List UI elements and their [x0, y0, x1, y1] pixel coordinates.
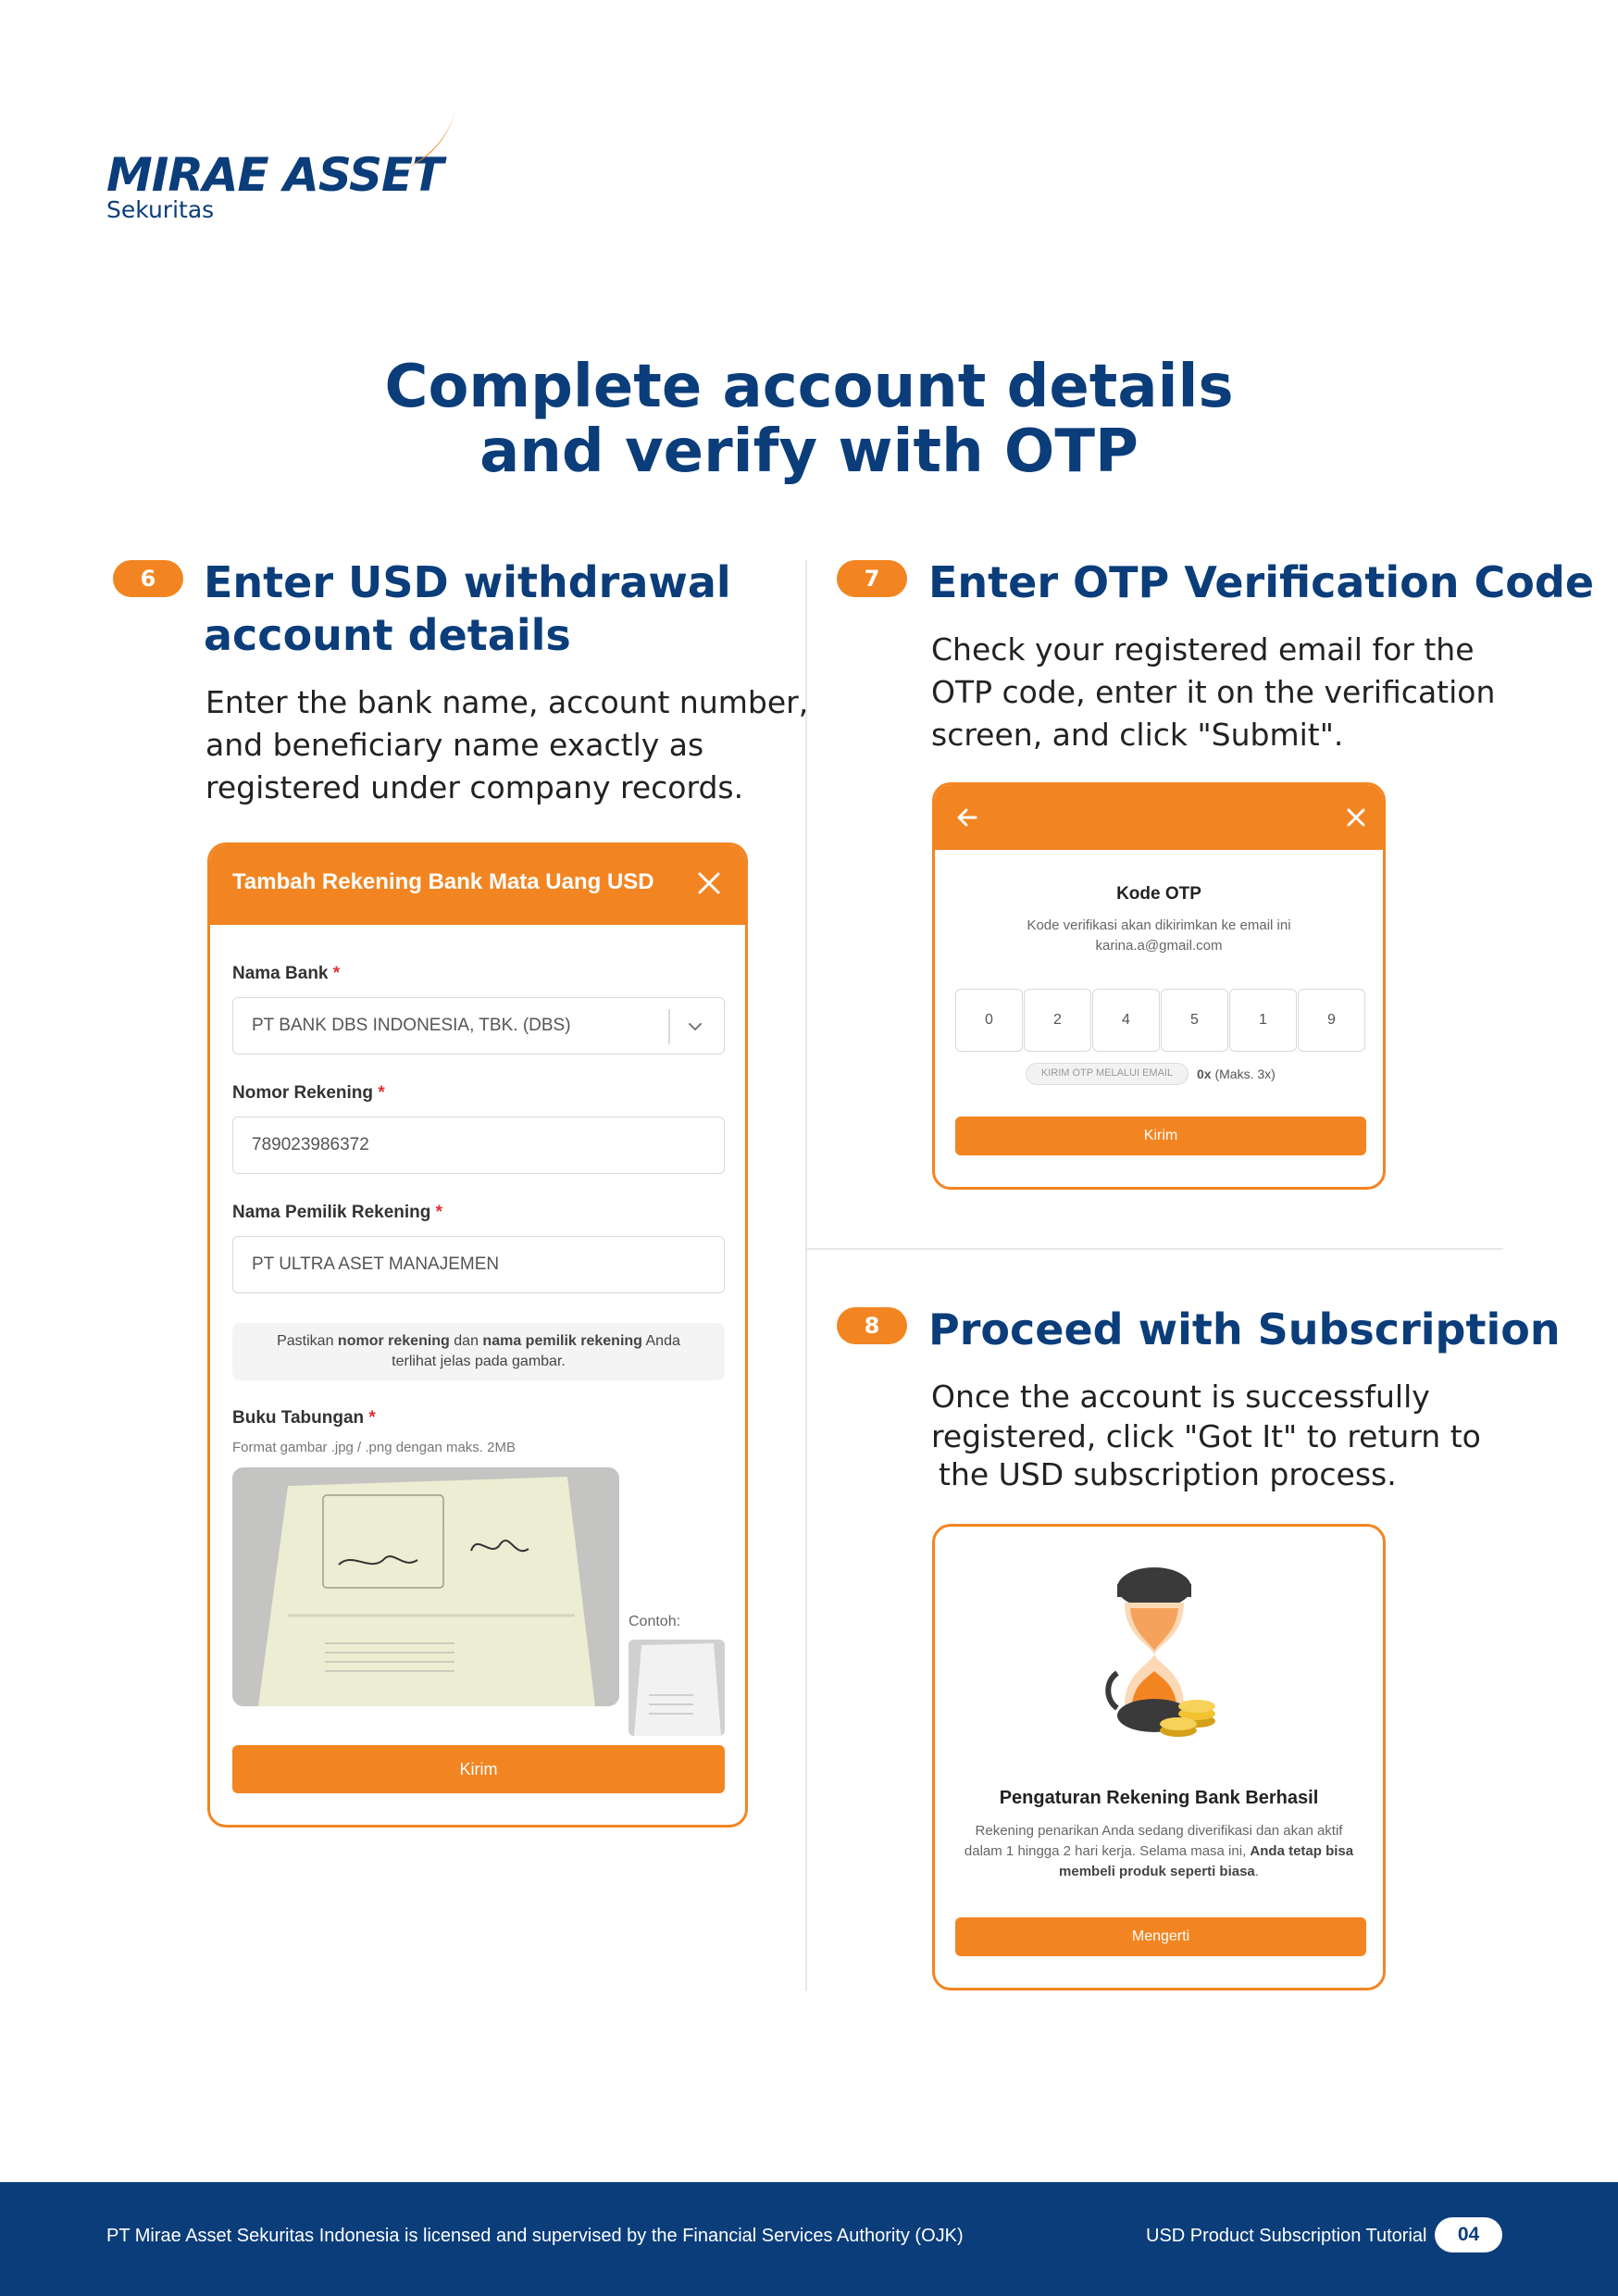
step-divider [807, 1248, 1503, 1250]
back-arrow-icon[interactable] [955, 805, 979, 830]
step-7-badge: 7 [837, 560, 907, 597]
otp-title: Kode OTP [1116, 884, 1201, 904]
page-title-line-2: and verify with OTP [479, 418, 1139, 486]
close-icon[interactable] [1346, 807, 1366, 828]
example-book-photo [629, 1640, 725, 1736]
chevron-down-icon[interactable] [687, 1020, 703, 1033]
success-line-2b: Anda tetap bisa [1250, 1843, 1354, 1859]
success-line-3-end: . [1254, 1864, 1259, 1879]
resend-otp-button[interactable]: KIRIM OTP MELALUI EMAIL [1026, 1063, 1189, 1085]
step-6-desc-line-1: Enter the bank name, account number, [205, 684, 809, 720]
savings-book-hint: Format gambar .jpg / .png dengan maks. 2MB [232, 1440, 516, 1455]
page-title-line-1: Complete account details [384, 353, 1234, 421]
otp-attempt-count: 0x [1197, 1067, 1212, 1081]
page-number: 04 [1435, 2217, 1502, 2252]
account-holder-input[interactable] [232, 1236, 725, 1293]
step-8-heading: Proceed with Subscription [928, 1304, 1561, 1354]
notice-text-3: Anda [641, 1333, 680, 1349]
success-line-3-bold: membeli produk seperti biasa [1059, 1864, 1255, 1879]
step-6-heading-line-2: account details [204, 610, 571, 660]
logo-swoosh-icon [407, 109, 463, 193]
otp-attempt-max: (Maks. 3x) [1214, 1067, 1276, 1081]
notice-text-4: terlihat jelas pada gambar. [392, 1354, 566, 1369]
step-6-badge: 6 [113, 560, 183, 597]
step-7-desc-line-2: OTP code, enter it on the verification [931, 674, 1496, 710]
otp-digit-input[interactable]: 5 [1161, 989, 1228, 1052]
success-line-3 [935, 1864, 1383, 1879]
success-dialog [932, 1524, 1386, 1990]
otp-digit-input[interactable]: 0 [955, 989, 1023, 1052]
close-icon[interactable] [697, 871, 721, 895]
step-6-desc-line-3: registered under company records. [205, 769, 744, 805]
step-8-badge: 8 [837, 1307, 907, 1344]
success-title: Pengaturan Rekening Bank Berhasil [999, 1788, 1319, 1808]
otp-digit-input[interactable]: 4 [1092, 989, 1160, 1052]
savings-book-upload[interactable] [232, 1467, 619, 1706]
otp-submit-button[interactable]: Kirim [955, 1117, 1366, 1155]
success-line-1: Rekening penarikan Anda sedang diverifikasi dan akan aktif [975, 1823, 1343, 1839]
hourglass-coins-icon [1097, 1562, 1226, 1747]
account-holder-label: Nama Pemilik Rekening * [232, 1203, 443, 1222]
otp-dialog-header [935, 785, 1383, 850]
footer-doc-title: USD Product Subscription Tutorial [1146, 2226, 1427, 2246]
dialog-title: Tambah Rekening Bank Mata Uang USD [232, 869, 654, 894]
otp-digit-input[interactable]: 9 [1298, 989, 1365, 1052]
account-holder-value: PT ULTRA ASET MANAJEMEN [252, 1254, 500, 1274]
step-6-desc-line-2: and beneficiary name exactly as [205, 727, 704, 763]
step-8-desc-line-3: the USD subscription process. [939, 1456, 1397, 1492]
footer-license: PT Mirae Asset Sekuritas Indonesia is licensed and supervised by the Financial Services Authority (OJK) [106, 2226, 964, 2246]
otp-dialog [932, 782, 1386, 1190]
otp-attempts [1197, 1067, 1276, 1081]
add-bank-account-dialog [207, 842, 748, 1828]
example-label: Contoh: [629, 1614, 681, 1629]
bank-name-value: PT BANK DBS INDONESIA, TBK. (DBS) [252, 1016, 571, 1035]
otp-digit-input[interactable]: 1 [1229, 989, 1297, 1052]
column-divider [805, 560, 807, 1990]
image-notice [232, 1323, 725, 1380]
step-8-desc-line-1: Once the account is successfully [931, 1379, 1430, 1415]
notice-text-bold-2: nama pemilik rekening [482, 1333, 642, 1349]
account-number-input[interactable] [232, 1117, 725, 1174]
otp-info-line-1: Kode verifikasi akan dikirimkan ke email ini [1027, 917, 1291, 933]
submit-button[interactable]: Kirim [232, 1745, 725, 1793]
step-7-desc-line-1: Check your registered email for the [931, 631, 1475, 668]
brand-sub: Sekuritas [106, 196, 215, 223]
otp-digit-input[interactable]: 2 [1024, 989, 1091, 1052]
savings-book-label: Buku Tabungan * [232, 1408, 376, 1428]
bank-name-select[interactable] [232, 997, 725, 1054]
savings-book-photo [232, 1467, 619, 1706]
success-line-2 [935, 1843, 1383, 1859]
otp-email: karina.a@gmail.com [1095, 938, 1223, 954]
step-6-heading-line-1: Enter USD withdrawal [204, 557, 731, 607]
account-number-value: 789023986372 [252, 1135, 369, 1154]
step-8-desc-line-2: registered, click "Got It" to return to [931, 1418, 1481, 1454]
step-7-heading: Enter OTP Verification Code [928, 557, 1595, 607]
step-7-desc-line-3: screen, and click "Submit". [931, 717, 1344, 753]
notice-text-1: Pastikan [277, 1333, 338, 1349]
got-it-button[interactable]: Mengerti [955, 1917, 1366, 1956]
select-divider [668, 1009, 670, 1044]
dialog-header [210, 845, 745, 925]
notice-text-bold-1: nomor rekening [337, 1333, 450, 1349]
success-line-2a: dalam 1 hingga 2 hari kerja. Selama masa ini, [964, 1843, 1251, 1859]
notice-text-2: dan [449, 1333, 483, 1349]
example-thumbnail[interactable] [629, 1640, 725, 1736]
bank-name-label: Nama Bank * [232, 964, 341, 983]
brand-logo-wordmark: MIRAE ASSET [106, 148, 443, 202]
account-number-label: Nomor Rekening * [232, 1083, 385, 1103]
footer [0, 2182, 1618, 2296]
